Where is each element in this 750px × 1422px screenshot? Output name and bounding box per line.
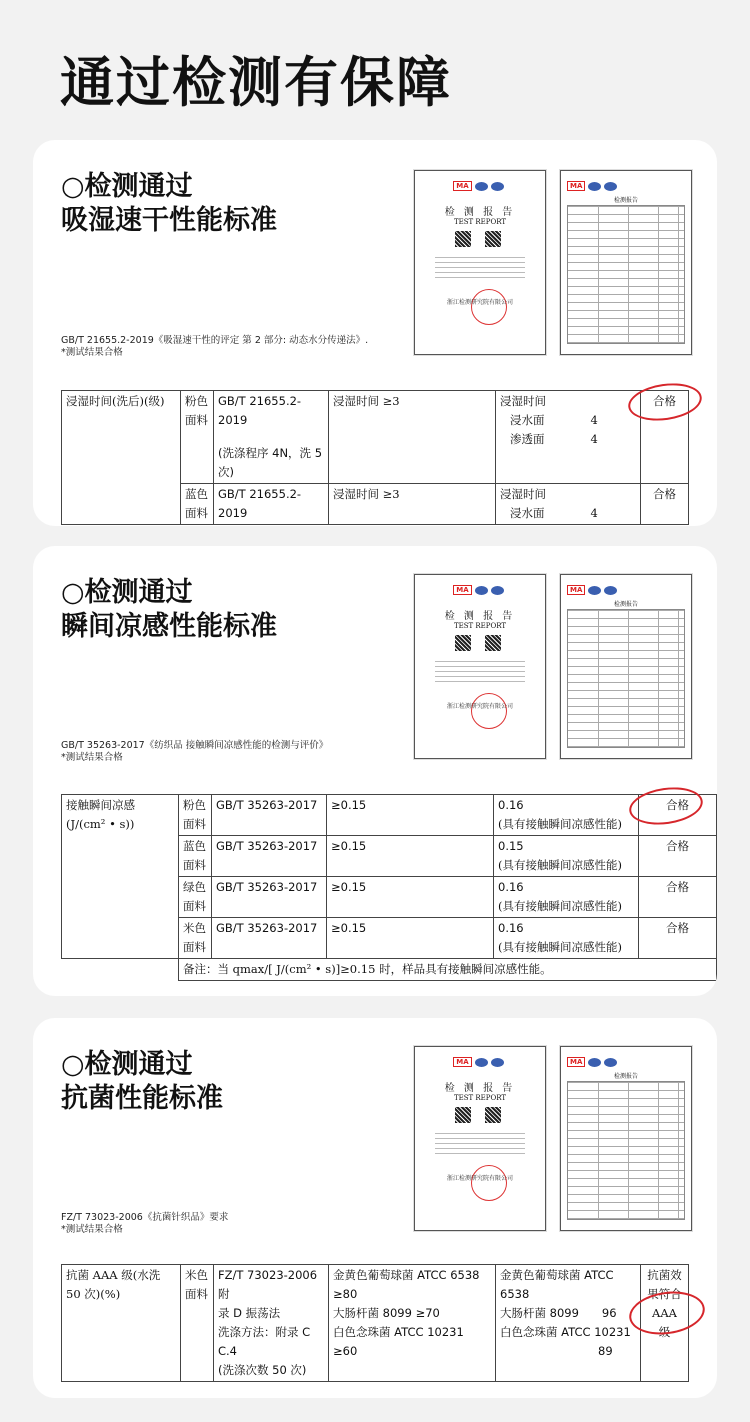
section-card-moisture: [33, 140, 717, 526]
section-heading: ○检测通过 抗菌性能标准: [61, 1049, 223, 1114]
table-row: 抗菌 AAA 级(水洗 50 次)(%) 米色面料 FZ/T 73023-2006 附 录 D 振荡法 洗涤方法：附录 C C.4 (洗涤次数 50 次) 金黄色葡萄球菌 ATCC 6538 ≥80 大肠杆菌 8099 ≥70 白色念珠菌 ATCC 10231 ≥60 金黄色葡萄球菌 ATCC 6538 大肠杆菌 8099 96 白色念珠菌 ATCC 10231 89 抗菌效 果符合 AAA 级: [62, 1265, 689, 1382]
standard-note: GB/T 21655.2-2019《吸湿速干性的评定 第 2 部分: 动态水分传递法》. *测试结果合格: [61, 335, 369, 358]
result-table: [61, 390, 689, 525]
section-heading: ○检测通过 瞬间凉感性能标准: [61, 577, 277, 642]
standard-note: GB/T 35263-2017《纺织品 接触瞬间凉感性能的检测与评价》 *测试结果合格: [61, 740, 329, 763]
test-report-detail[interactable]: MA 检测报告: [560, 574, 692, 759]
section-card-antibacterial: [33, 1018, 717, 1398]
result-table: [61, 794, 717, 981]
section-card-cooling: [33, 546, 717, 996]
test-report-cover[interactable]: MA 检 测 报 告 TEST REPORT 浙江检测研究院有限公司: [414, 574, 546, 759]
standard-note: FZ/T 73023-2006《抗菌针织品》要求 *测试结果合格: [61, 1212, 229, 1235]
page-title: 通过检测有保障: [60, 51, 452, 114]
table-row: 蓝色面料 GB/T 21655.2-2019 浸湿时间 ≥3 浸湿时间 浸水面 4 合格: [62, 484, 689, 525]
table-row: 接触瞬间凉感 (J/(cm² • s)) 粉色面料 GB/T 35263-2017 ≥0.15 0.16 (具有接触瞬间凉感性能) 合格: [62, 795, 717, 836]
result-table: [61, 1264, 689, 1382]
test-report-detail[interactable]: MA 检测报告: [560, 170, 692, 355]
table-row: 蓝色面料 GB/T 35263-2017 ≥0.15 0.15 (具有接触瞬间凉感性能) 合格: [62, 836, 717, 877]
verdict: 合格: [641, 391, 689, 484]
table-row: 绿色面料 GB/T 35263-2017 ≥0.15 0.16 (具有接触瞬间凉感性能) 合格: [62, 877, 717, 918]
table-remark: 备注：当 qmax/[ J/(cm² • s)]≥0.15 时，样品具有接触瞬间凉感性能。: [62, 959, 717, 981]
stamp-icon: [471, 693, 507, 729]
table-row: 浸湿时间(洗后)(级) 粉色面料 GB/T 21655.2-2019 (洗涤程序 4N，洗 5 次) 浸湿时间 ≥3 浸湿时间 浸水面 4 渗透面 4 合格: [62, 391, 689, 484]
stamp-icon: [471, 289, 507, 325]
table-row: 米色面料 GB/T 35263-2017 ≥0.15 0.16 (具有接触瞬间凉感性能) 合格: [62, 918, 717, 959]
stamp-icon: [471, 1165, 507, 1201]
test-report-cover[interactable]: MA 检 测 报 告 TEST REPORT 浙江检测研究院有限公司: [414, 170, 546, 355]
section-heading: ○检测通过 吸湿速干性能标准: [61, 171, 277, 236]
test-report-cover[interactable]: MA 检 测 报 告 TEST REPORT 浙江检测研究院有限公司: [414, 1046, 546, 1231]
test-report-detail[interactable]: MA 检测报告: [560, 1046, 692, 1231]
